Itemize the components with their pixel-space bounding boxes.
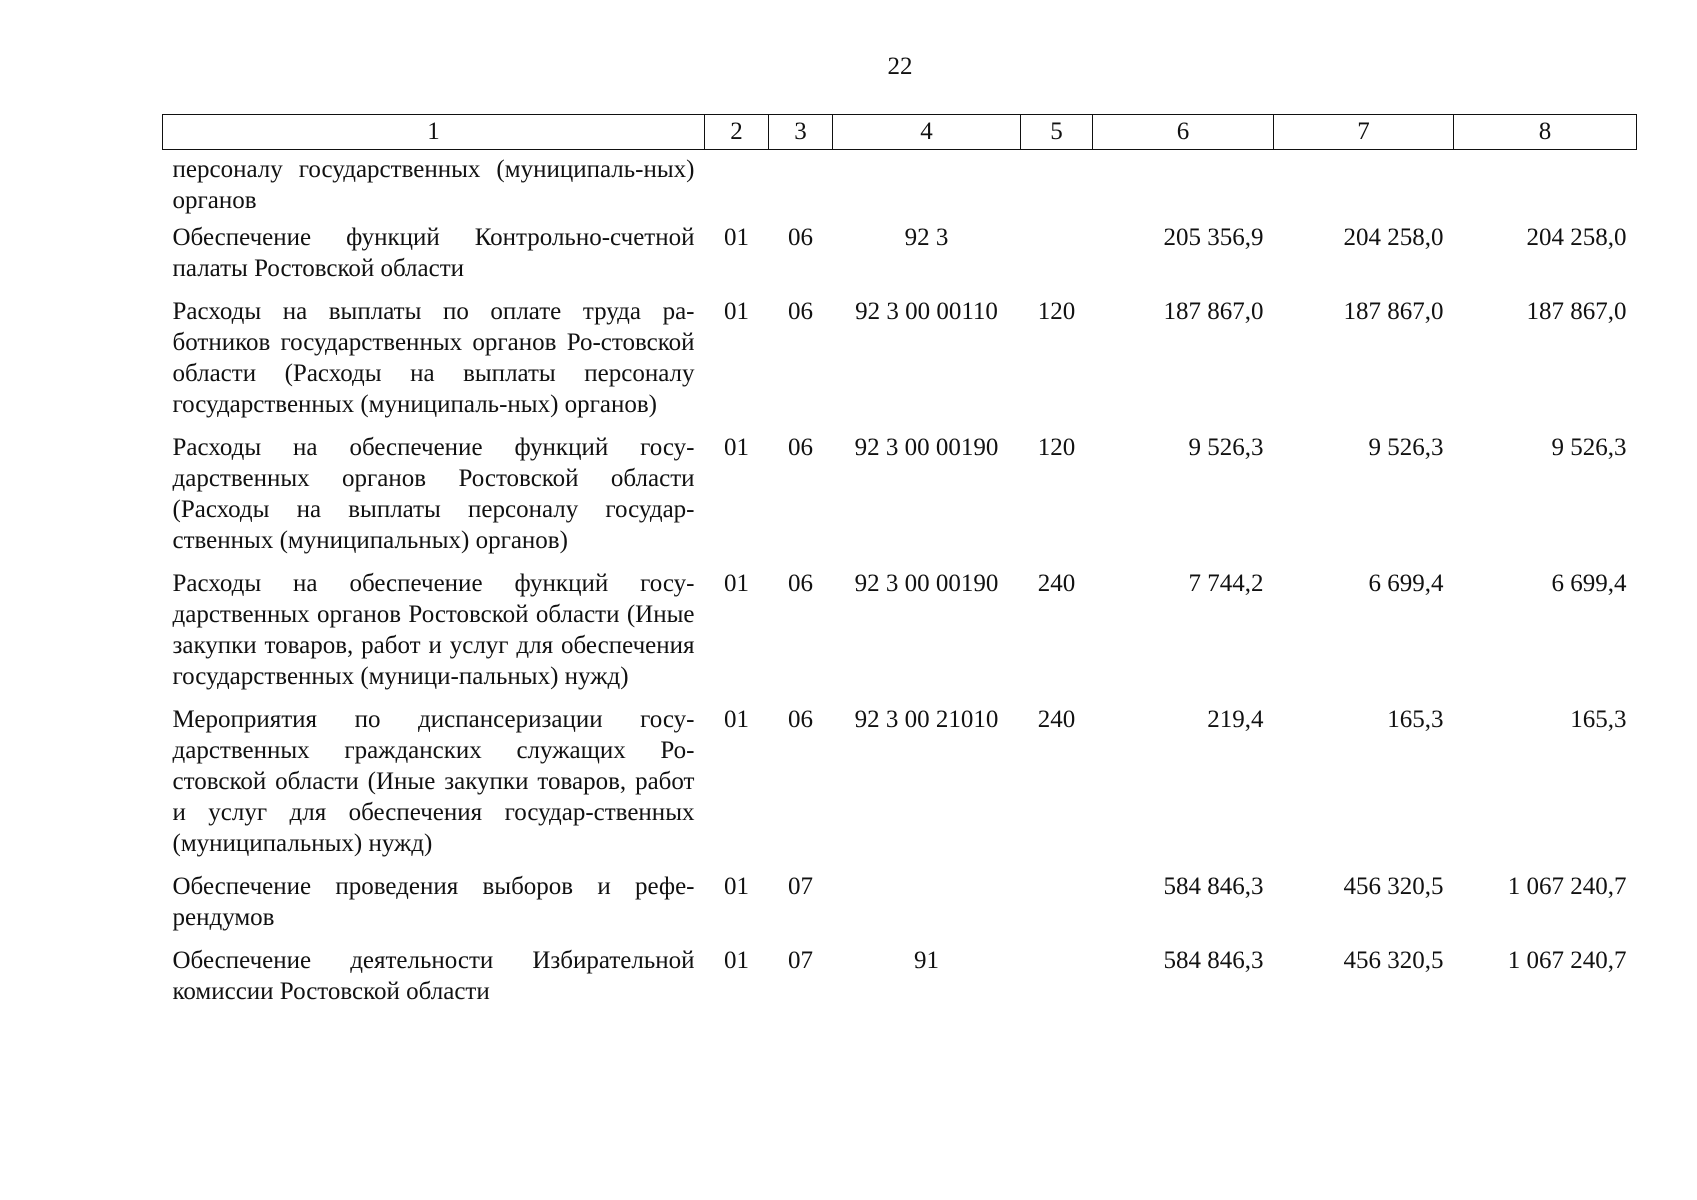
row-amount-3: 165,3 [1570,706,1627,733]
row-expense-type: 120 [1037,434,1076,461]
row-section: 01 [724,298,749,325]
row-amount-2: 456 320,5 [1343,947,1444,974]
row-expense-type [1021,222,1093,296]
row-subsection: 06 [788,224,813,251]
row-amount-3: 9 526,3 [1551,434,1627,461]
header-row [163,115,1637,150]
budget-table [162,114,1637,1019]
row-expense-type [1021,945,1093,1019]
row-amount-3: 1 067 240,7 [1507,947,1627,974]
row-amount-2 [1274,150,1454,223]
row-name: Обеспечение проведения выборов и рефе-рендумов [172,873,695,931]
row-target-code: 91 [914,947,939,974]
row-amount-2: 187 867,0 [1343,298,1444,325]
row-amount-3: 204 258,0 [1526,224,1627,251]
row-amount-1 [1093,150,1274,223]
row-section [705,150,769,223]
row-amount-2: 6 699,4 [1368,570,1444,597]
table-row [163,568,1637,704]
row-amount-1: 7 744,2 [1188,570,1264,597]
row-name: персоналу государственных (муниципаль-ных) органов [172,156,695,214]
table-row [163,871,1637,945]
header-col-8: 8 [1454,115,1637,150]
row-name: Расходы на выплаты по оплате труда ра-ботников государственных органов Ро-стовской области (Расходы на выплаты персоналу государственных (муниципаль-ных) органов) [172,298,695,418]
row-name: Обеспечение функций Контрольно-счетной палаты Ростовской области [172,224,695,282]
row-subsection: 06 [788,298,813,325]
row-target-code [833,871,1021,945]
row-subsection: 06 [788,434,813,461]
row-target-code: 92 3 00 00190 [854,434,999,461]
row-subsection: 06 [788,706,813,733]
row-amount-3: 1 067 240,7 [1507,873,1627,900]
row-amount-1: 584 846,3 [1163,947,1264,974]
row-amount-3: 187 867,0 [1526,298,1627,325]
row-target-code: 92 3 00 21010 [854,706,999,733]
page-number: 22 [887,53,913,80]
row-target-code: 92 3 00 00110 [855,298,998,325]
table-body [163,150,1637,1020]
table-header [163,115,1637,150]
header-col-2: 2 [705,115,769,150]
row-amount-1: 584 846,3 [1163,873,1264,900]
row-amount-1: 219,4 [1207,706,1264,733]
row-target-code: 92 3 00 00190 [854,570,999,597]
table-row [163,222,1637,296]
table-row [163,432,1637,568]
header-col-5: 5 [1021,115,1093,150]
row-name: Расходы на обеспечение функций госу-дарственных органов Ростовской области (Иные закупки товаров, работ и услуг для обеспечения государственных (муници-пальных) нужд) [172,570,695,690]
row-section: 01 [724,224,749,251]
row-amount-1: 9 526,3 [1188,434,1264,461]
row-expense-type [1021,871,1093,945]
table-row [163,945,1637,1019]
header-col-7: 7 [1274,115,1454,150]
row-section: 01 [724,706,749,733]
row-amount-3 [1454,150,1637,223]
header-col-1: 1 [163,115,705,150]
row-section: 01 [724,873,749,900]
header-col-6: 6 [1093,115,1274,150]
row-expense-type: 240 [1037,706,1076,733]
row-expense-type [1021,150,1093,223]
row-expense-type: 120 [1037,298,1076,325]
row-amount-3: 6 699,4 [1551,570,1627,597]
row-subsection: 07 [788,873,813,900]
row-subsection: 07 [788,947,813,974]
table-row [163,150,1637,223]
row-name: Обеспечение деятельности Избирательной комиссии Ростовской области [172,947,695,1005]
row-name: Расходы на обеспечение функций госу-дарственных органов Ростовской области (Расходы на выплаты персоналу государ-ственных (муниципальных) органов) [172,434,695,554]
table-row [163,704,1637,871]
row-amount-2: 165,3 [1387,706,1444,733]
header-col-4: 4 [833,115,1021,150]
row-amount-1: 187 867,0 [1163,298,1264,325]
row-amount-2: 9 526,3 [1368,434,1444,461]
row-amount-2: 456 320,5 [1343,873,1444,900]
row-section: 01 [724,947,749,974]
row-amount-2: 204 258,0 [1343,224,1444,251]
row-section: 01 [724,434,749,461]
row-amount-1: 205 356,9 [1163,224,1264,251]
row-subsection: 06 [788,570,813,597]
row-subsection [769,150,833,223]
row-target-code: 92 3 [904,224,949,251]
row-expense-type: 240 [1037,570,1076,597]
row-target-code [833,150,1021,223]
header-col-3: 3 [769,115,833,150]
table-row [163,296,1637,432]
row-name: Мероприятия по диспансеризации госу-дарственных гражданских служащих Ро-стовской области (Иные закупки товаров, работ и услуг для обеспечения государ-ственных (муниципальных) нужд) [172,706,695,857]
row-section: 01 [724,570,749,597]
